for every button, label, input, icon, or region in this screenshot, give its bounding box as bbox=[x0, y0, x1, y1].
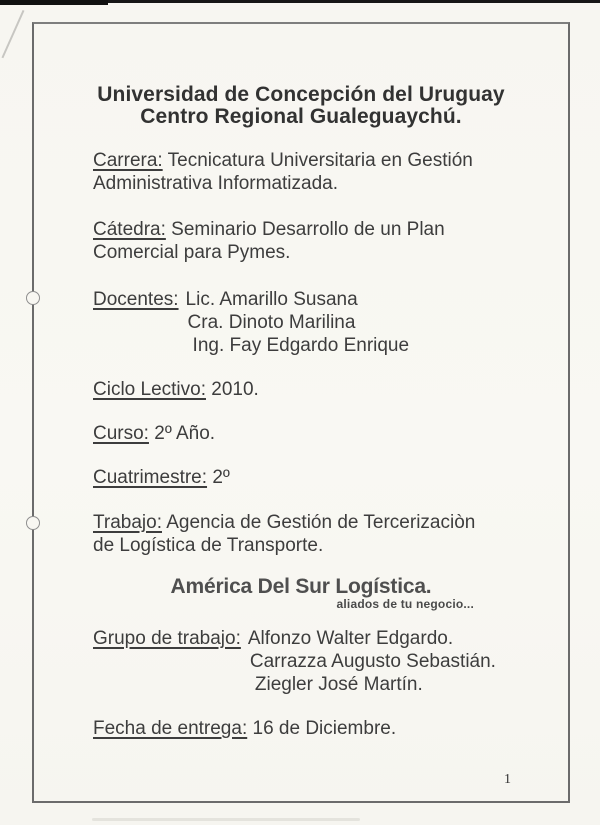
scan-artifact-top-left-edge bbox=[0, 0, 108, 5]
catedra-value-line2: Comercial para Pymes. bbox=[93, 242, 291, 263]
cuatrimestre-label: Cuatrimestre: bbox=[93, 467, 208, 488]
member-name: Alfonzo Walter Edgardo. bbox=[247, 628, 454, 649]
ciclo-lectivo-label: Ciclo Lectivo: bbox=[93, 379, 206, 400]
field-carrera bbox=[93, 149, 563, 195]
trabajo-value-line2: de Logística de Transporte. bbox=[93, 535, 324, 556]
campus-name: Centro Regional Gualeguaychú. bbox=[140, 105, 462, 128]
docentes-list bbox=[186, 288, 410, 357]
carrera-label: Carrera: bbox=[93, 150, 163, 171]
catedra-value-line1: Seminario Desarrollo de un Plan bbox=[171, 219, 445, 240]
ciclo-lectivo-value: 2010. bbox=[211, 379, 259, 400]
docente-name: Lic. Amarillo Susana bbox=[185, 289, 358, 310]
company-logo bbox=[32, 575, 570, 611]
docentes-label: Docentes: bbox=[93, 289, 179, 310]
field-cuatrimestre bbox=[93, 466, 563, 489]
member-name: Carrazza Augusto Sebastián. bbox=[249, 651, 496, 672]
curso-value: 2º Año. bbox=[154, 423, 216, 444]
carrera-value-line1: Tecnicatura Universitaria en Gestión bbox=[167, 150, 473, 171]
page-number: 1 bbox=[504, 772, 511, 787]
fecha-value: 16 de Diciembre. bbox=[252, 718, 397, 739]
field-fecha-de-entrega bbox=[93, 717, 563, 740]
field-grupo-de-trabajo bbox=[93, 627, 563, 696]
grupo-members-list bbox=[248, 627, 496, 696]
scan-artifact-bottom-smudge bbox=[92, 818, 360, 821]
curso-label: Curso: bbox=[93, 423, 149, 444]
field-ciclo-lectivo bbox=[93, 378, 563, 401]
company-tagline: aliados de tu negocio... bbox=[336, 597, 474, 611]
docente-name: Ing. Fay Edgardo Enrique bbox=[192, 335, 410, 356]
trabajo-label: Trabajo: bbox=[93, 512, 162, 533]
docente-name: Cra. Dinoto Marilina bbox=[187, 312, 356, 333]
field-catedra bbox=[93, 218, 563, 264]
field-curso bbox=[93, 422, 563, 445]
member-name: Ziegler José Martín. bbox=[254, 674, 423, 695]
scan-artifact-scratch bbox=[1, 10, 24, 58]
university-name: Universidad de Concepción del Uruguay bbox=[97, 83, 505, 106]
field-docentes bbox=[93, 288, 563, 357]
document-title bbox=[32, 84, 570, 128]
catedra-label: Cátedra: bbox=[93, 219, 166, 240]
grupo-label: Grupo de trabajo: bbox=[93, 628, 241, 649]
field-trabajo bbox=[93, 511, 563, 557]
carrera-value-line2: Administrativa Informatizada. bbox=[93, 173, 338, 194]
trabajo-value-line1: Agencia de Gestión de Tercerizaciòn bbox=[166, 512, 476, 533]
company-name: América Del Sur Logística. bbox=[170, 575, 432, 598]
punch-hole-mark bbox=[26, 516, 40, 530]
cuatrimestre-value: 2º bbox=[212, 467, 230, 488]
punch-hole-mark bbox=[26, 291, 40, 305]
fecha-label: Fecha de entrega: bbox=[93, 718, 248, 739]
